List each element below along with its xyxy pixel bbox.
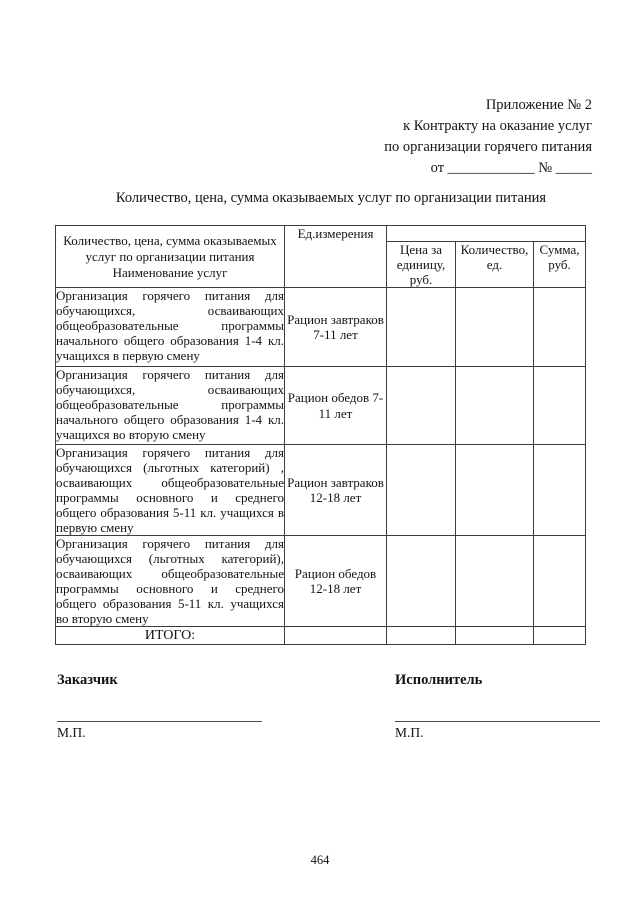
customer-signature-line [57,721,262,722]
quantity-cell [456,536,534,627]
unit-cell: Рацион завтраков 7-11 лет [285,288,387,367]
column-header-price: Цена за единицу, руб. [387,242,456,288]
customer-seal-label: М.П. [57,725,86,740]
services-table [55,225,586,645]
contractor-label: Исполнитель [395,672,483,688]
unit-cell: Рацион завтраков 12-18 лет [285,445,387,536]
sum-cell [534,367,586,445]
appendix-header-line-1: Приложение № 2 [485,97,592,113]
service-name-cell: Организация горячего питания для обучающихся, осваивающих общеобразовательные программы начального общего образования 1-4 кл. учащихся во вторую смену [56,367,285,445]
quantity-cell [456,445,534,536]
price-cell [387,367,456,445]
total-sum-cell [534,627,586,645]
page-number: 464 [310,853,330,867]
customer-signature-block [57,672,262,741]
contractor-seal-label: М.П. [395,725,424,740]
total-quantity-cell [456,627,534,645]
service-name-cell: Организация горячего питания для обучающихся (льготных категорий), осваивающих общеобразовательные программы основного и среднего общего образования 5-11 кл. учащихся во вторую смену [56,536,284,626]
unit-cell: Рацион обедов 12-18 лет [285,536,387,627]
appendix-header-line-3: по организации горячего питания [384,139,592,155]
contractor-signature-block [395,672,600,741]
column-header-unit: Ед.измерения [285,226,387,288]
price-cell [387,536,456,627]
column-header-quantity: Количество, ед. [456,242,534,288]
table-row [56,445,586,536]
quantity-cell [456,288,534,367]
total-row [56,627,586,645]
table-row [56,367,586,445]
total-unit-cell [285,627,387,645]
sum-cell [534,288,586,367]
document-title: Количество, цена, сумма оказываемых услуг по организации питания [115,190,547,206]
contractor-signature-line [395,721,600,722]
total-price-cell [387,627,456,645]
service-name-cell: Организация горячего питания для обучающихся (льготных категорий) , осваивающих общеобразовательные программы основного и среднего общего образования 5-11 кл. учащихся в первую смену [56,445,284,535]
price-cell [387,288,456,367]
appendix-header-line-4: от ____________ № _____ [430,160,592,176]
table-row [56,288,586,367]
column-header-values-group [387,226,586,242]
appendix-header-line-2: к Контракту на оказание услуг [403,118,592,134]
table-row [56,536,586,627]
price-cell [387,445,456,536]
sum-cell [534,536,586,627]
customer-label: Заказчик [57,672,118,688]
column-header-sum: Сумма, руб. [534,242,586,288]
total-label-cell: ИТОГО: [56,627,285,645]
sum-cell [534,445,586,536]
appendix-header [384,95,592,179]
unit-cell: Рацион обедов 7-11 лет [285,367,387,445]
table-header-row-top [56,226,586,242]
quantity-cell [456,367,534,445]
column-header-services: Количество, цена, сумма оказываемых услуг по организации питания Наименование услуг [56,226,285,288]
service-name-cell: Организация горячего питания для обучающихся, осваивающих общеобразовательные программы начального общего образования 1-4 кл. учащихся в первую смену [56,288,285,367]
